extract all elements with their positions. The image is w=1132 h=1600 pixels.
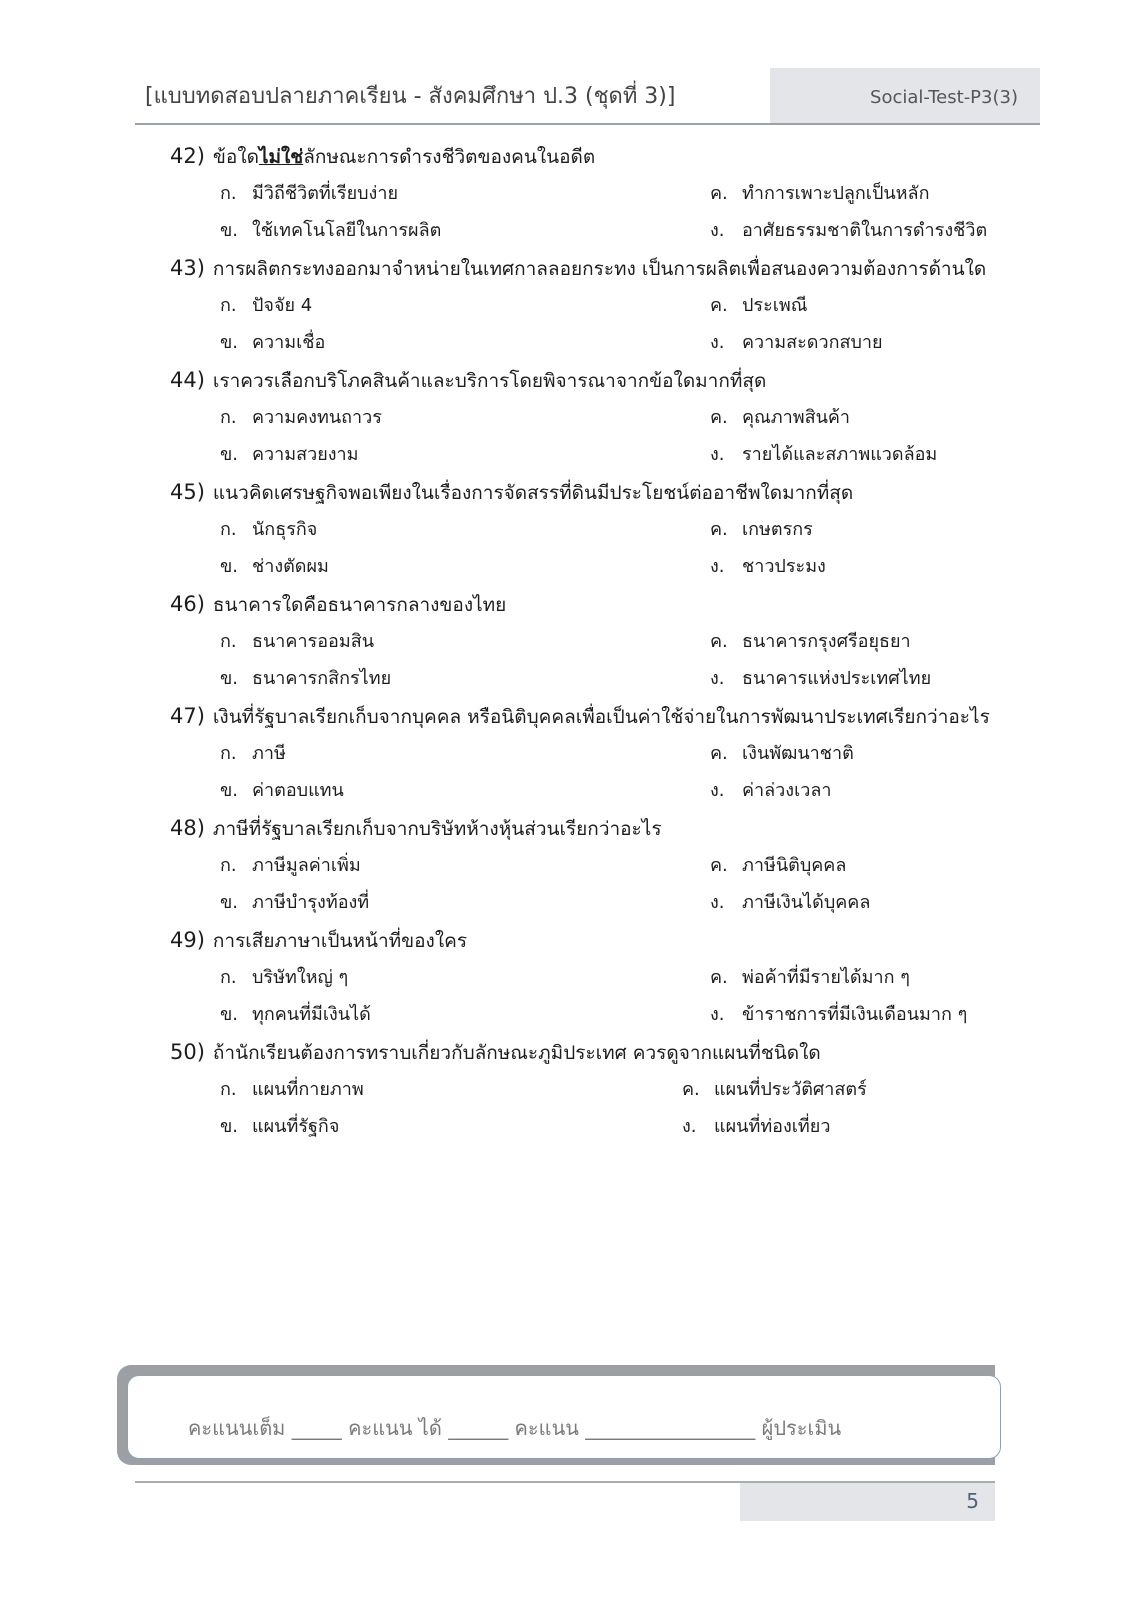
option-row xyxy=(170,660,1010,697)
question-number: 47) xyxy=(170,704,205,728)
option-text: ค่าล่วงเวลา xyxy=(742,780,832,801)
question-text-part: เงินที่รัฐบาลเรียกเก็บจากบุคคล หรือนิติบุคคลเพื่อเป็นค่าใช้จ่ายในการพัฒนาประเทศเรียกว่าอะไร xyxy=(212,706,990,728)
option-d[interactable] xyxy=(710,548,826,585)
option-text: ธนาคารออมสิน xyxy=(252,631,374,652)
question-number: 46) xyxy=(170,592,205,616)
option-letter: ข. xyxy=(220,1116,239,1137)
option-c[interactable] xyxy=(710,959,910,996)
option-text: ธนาคารแห่งประเทศไทย xyxy=(742,668,932,689)
option-text: อาศัยธรรมชาติในการดำรงชีวิต xyxy=(742,220,988,241)
option-text: แผนที่ประวัติศาสตร์ xyxy=(714,1079,867,1100)
option-a[interactable] xyxy=(220,623,374,660)
option-letter: ง. xyxy=(710,556,725,577)
question-text-part: ภาษีที่รัฐบาลเรียกเก็บจากบริษัทห้างหุ้นส่วนเรียกว่าอะไร xyxy=(212,818,662,840)
option-text: ภาษี xyxy=(252,743,286,764)
option-text: ความเชื่อ xyxy=(252,332,326,353)
option-text: ภาษีบำรุงท้องที่ xyxy=(252,892,370,913)
option-c[interactable] xyxy=(710,623,911,660)
question-50 xyxy=(170,1033,1010,1145)
option-letter: ง. xyxy=(710,332,725,353)
option-d[interactable] xyxy=(710,436,937,473)
option-row xyxy=(170,436,1010,473)
question-list xyxy=(170,137,1010,1145)
option-text: ความคงทนถาวร xyxy=(252,407,382,428)
option-row xyxy=(170,287,1010,324)
option-letter: ค. xyxy=(710,631,728,652)
score-box xyxy=(127,1375,1001,1459)
option-letter: ก. xyxy=(220,967,237,988)
option-a[interactable] xyxy=(220,735,286,772)
option-text: ความสะดวกสบาย xyxy=(742,332,883,353)
question-text xyxy=(170,473,1010,511)
score-line: คะแนนเต็ม _____ คะแนน ได้ ______ คะแนน _________________ ผู้ประเมิน xyxy=(188,1416,842,1440)
option-b[interactable] xyxy=(220,436,359,473)
option-letter: ก. xyxy=(220,407,237,428)
option-d[interactable] xyxy=(710,772,831,809)
option-letter: ข. xyxy=(220,556,239,577)
option-b[interactable] xyxy=(220,996,371,1033)
option-c[interactable] xyxy=(710,175,929,212)
option-row xyxy=(170,548,1010,585)
option-letter: ง. xyxy=(710,668,725,689)
option-a[interactable] xyxy=(220,1071,364,1108)
option-a[interactable] xyxy=(220,287,312,324)
question-emphasis: ไม่ใช่ xyxy=(258,146,304,168)
question-text-part: ข้อใด xyxy=(212,146,259,168)
option-b[interactable] xyxy=(220,772,344,809)
option-letter: ข. xyxy=(220,220,239,241)
option-a[interactable] xyxy=(220,511,317,548)
page-number: 5 xyxy=(966,1489,979,1513)
option-row xyxy=(170,399,1010,436)
question-text xyxy=(170,361,1010,399)
option-row xyxy=(170,623,1010,660)
option-letter: ค. xyxy=(710,967,728,988)
option-row xyxy=(170,735,1010,772)
question-text-part: แนวคิดเศรษฐกิจพอเพียงในเรื่องการจัดสรรที่ดินมีประโยชน์ต่ออาชีพใดมากที่สุด xyxy=(212,482,854,504)
question-number: 44) xyxy=(170,368,205,392)
question-number: 43) xyxy=(170,256,205,280)
option-text: ปัจจัย 4 xyxy=(252,295,313,316)
option-text: ทุกคนที่มีเงินได้ xyxy=(252,1004,371,1025)
question-43 xyxy=(170,249,1010,361)
option-row xyxy=(170,1071,1010,1108)
option-a[interactable] xyxy=(220,847,361,884)
option-d[interactable] xyxy=(710,212,987,249)
option-letter: ข. xyxy=(220,668,239,689)
header-tab xyxy=(770,68,1040,124)
option-b[interactable] xyxy=(220,324,325,361)
option-text: ภาษีนิติบุคคล xyxy=(742,855,847,876)
option-a[interactable] xyxy=(220,175,398,212)
question-number: 42) xyxy=(170,144,205,168)
option-letter: ข. xyxy=(220,892,239,913)
question-49 xyxy=(170,921,1010,1033)
option-letter: ง. xyxy=(710,220,725,241)
option-text: ช่างตัดผม xyxy=(252,556,329,577)
question-text-part: การผลิตกระทงออกมาจำหน่ายในเทศกาลลอยกระทง เป็นการผลิตเพื่อสนองความต้องการด้านใด xyxy=(212,258,987,280)
option-d[interactable] xyxy=(710,660,931,697)
question-text xyxy=(170,697,1010,735)
option-text: ธนาคารกสิกรไทย xyxy=(252,668,392,689)
option-row xyxy=(170,324,1010,361)
option-letter: ก. xyxy=(220,183,237,204)
question-text-part: การเสียภาษาเป็นหน้าที่ของใคร xyxy=(212,930,468,952)
option-letter: ข. xyxy=(220,780,239,801)
option-letter: ข. xyxy=(220,1004,239,1025)
option-text: นักธุรกิจ xyxy=(252,519,318,540)
option-text: แผนที่รัฐกิจ xyxy=(252,1116,340,1137)
question-text-part: ลักษณะการดำรงชีวิตของคนในอดีต xyxy=(303,146,596,168)
option-letter: ก. xyxy=(220,295,237,316)
question-text xyxy=(170,1033,1010,1071)
option-b[interactable] xyxy=(220,212,441,249)
option-b[interactable] xyxy=(220,548,329,585)
question-number: 50) xyxy=(170,1040,205,1064)
option-text: บริษัทใหญ่ ๆ xyxy=(252,967,349,988)
question-42 xyxy=(170,137,1010,249)
question-44 xyxy=(170,361,1010,473)
question-number: 45) xyxy=(170,480,205,504)
option-a[interactable] xyxy=(220,959,348,996)
option-text: ค่าตอบแทน xyxy=(252,780,344,801)
option-row xyxy=(170,884,1010,921)
option-letter: ข. xyxy=(220,444,239,465)
option-letter: ก. xyxy=(220,631,237,652)
question-46 xyxy=(170,585,1010,697)
option-text: ธนาคารกรุงศรีอยุธยา xyxy=(742,631,911,652)
option-letter: ง. xyxy=(710,444,725,465)
option-row xyxy=(170,212,1010,249)
question-text xyxy=(170,137,1010,175)
option-c[interactable] xyxy=(710,399,850,436)
option-a[interactable] xyxy=(220,399,382,436)
option-c[interactable] xyxy=(710,735,854,772)
question-text-part: ธนาคารใดคือธนาคารกลางของไทย xyxy=(212,594,507,616)
option-c[interactable] xyxy=(710,511,813,548)
option-text: ใช้เทคโนโลยีในการผลิต xyxy=(252,220,442,241)
option-text: ชาวประมง xyxy=(742,556,826,577)
question-45 xyxy=(170,473,1010,585)
question-text xyxy=(170,921,1010,959)
option-letter: ง. xyxy=(710,780,725,801)
option-letter: ค. xyxy=(710,743,728,764)
question-text xyxy=(170,809,1010,847)
option-text: ความสวยงาม xyxy=(252,444,359,465)
option-letter: ง. xyxy=(710,892,725,913)
option-row xyxy=(170,175,1010,212)
question-text-part: เราควรเลือกบริโภคสินค้าและบริการโดยพิจารณาจากข้อใดมากที่สุด xyxy=(212,370,767,392)
option-b[interactable] xyxy=(220,1108,339,1145)
page-number-tab xyxy=(740,1483,995,1521)
header-title: [แบบทดสอบปลายภาคเรียน - สังคมศึกษา ป.3 (ชุดที่ 3)] xyxy=(145,84,676,109)
option-text: เงินพัฒนาชาติ xyxy=(742,743,854,764)
option-b[interactable] xyxy=(220,660,391,697)
option-c[interactable] xyxy=(682,1071,867,1108)
question-number: 49) xyxy=(170,928,205,952)
option-text: แผนที่ท่องเที่ยว xyxy=(714,1116,831,1137)
question-text xyxy=(170,585,1010,623)
option-d[interactable] xyxy=(710,324,883,361)
option-letter: ค. xyxy=(682,1079,700,1100)
option-text: มีวิถีชีวิตที่เรียบง่าย xyxy=(252,183,398,204)
option-letter: ก. xyxy=(220,519,237,540)
option-letter: ง. xyxy=(682,1116,697,1137)
question-number: 48) xyxy=(170,816,205,840)
question-text xyxy=(170,249,1010,287)
option-text: ประเพณี xyxy=(742,295,808,316)
question-47 xyxy=(170,697,1010,809)
option-text: เกษตรกร xyxy=(742,519,813,540)
header-divider xyxy=(135,123,1040,125)
question-text-part: ถ้านักเรียนต้องการทราบเกี่ยวกับลักษณะภูมิประเทศ ควรดูจากแผนที่ชนิดใด xyxy=(212,1042,821,1064)
option-d[interactable] xyxy=(710,996,967,1033)
test-code: Social-Test-P3(3) xyxy=(870,87,1018,108)
option-letter: ก. xyxy=(220,743,237,764)
option-text: ภาษีมูลค่าเพิ่ม xyxy=(252,855,361,876)
option-letter: ค. xyxy=(710,519,728,540)
option-letter: ก. xyxy=(220,855,237,876)
option-text: ภาษีเงินได้บุคคล xyxy=(742,892,871,913)
option-text: พ่อค้าที่มีรายได้มาก ๆ xyxy=(742,967,910,988)
option-letter: ง. xyxy=(710,1004,725,1025)
question-48 xyxy=(170,809,1010,921)
option-c[interactable] xyxy=(710,287,807,324)
option-text: คุณภาพสินค้า xyxy=(742,407,851,428)
option-text: รายได้และสภาพแวดล้อม xyxy=(742,444,938,465)
option-letter: ค. xyxy=(710,407,728,428)
option-d[interactable] xyxy=(682,1108,830,1145)
option-row xyxy=(170,959,1010,996)
option-d[interactable] xyxy=(710,884,870,921)
option-b[interactable] xyxy=(220,884,369,921)
option-text: แผนที่กายภาพ xyxy=(252,1079,364,1100)
option-text: ข้าราชการที่มีเงินเดือนมาก ๆ xyxy=(742,1004,968,1025)
option-letter: ค. xyxy=(710,295,728,316)
option-c[interactable] xyxy=(710,847,846,884)
option-letter: ค. xyxy=(710,183,728,204)
option-row xyxy=(170,1108,1010,1145)
option-text: ทำการเพาะปลูกเป็นหลัก xyxy=(742,183,930,204)
option-row xyxy=(170,847,1010,884)
option-row xyxy=(170,511,1010,548)
option-row xyxy=(170,772,1010,809)
option-letter: ก. xyxy=(220,1079,237,1100)
option-row xyxy=(170,996,1010,1033)
option-letter: ข. xyxy=(220,332,239,353)
option-letter: ค. xyxy=(710,855,728,876)
